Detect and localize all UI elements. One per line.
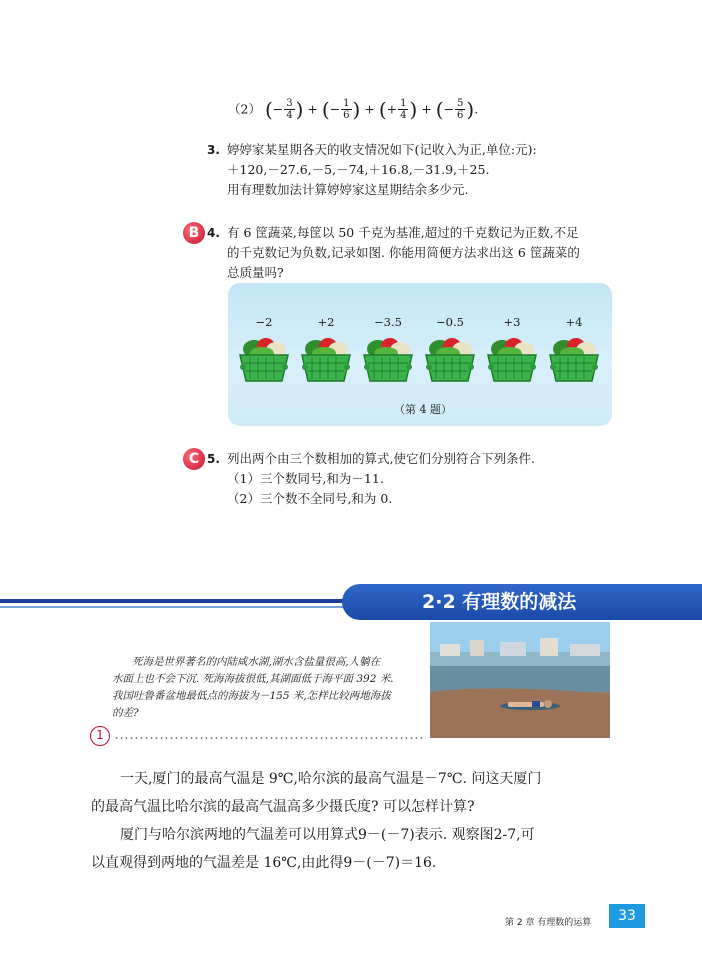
figure-caption: （第 4 题）	[394, 403, 452, 416]
paragraph-2-line2: 以直观得到两地的气温差是 16℃,由此得9－(－7)＝16.	[91, 855, 437, 871]
q2-label: （2）	[228, 101, 261, 117]
q4-line1: 有 6 筐蔬菜,每筐以 50 千克为基准,超过的千克数记为正数,不足	[227, 225, 579, 240]
vegetable-basket-icon	[236, 331, 292, 387]
basket-value: +2	[317, 315, 335, 329]
paragraph-2-line1: 厦门与哈尔滨两地的气温差可以用算式9－(－7)表示. 观察图2-7,可	[120, 827, 535, 843]
q5-line1: 列出两个由三个数相加的算式,使它们分别符合下列条件.	[227, 451, 535, 466]
paragraph-1-line2: 的最高气温比哈尔滨的最高气温高多少摄氏度? 可以怎样计算?	[91, 799, 475, 815]
intro-line3: 我国吐鲁番盆地最低点的海拔为－155 米,怎样比较两地海拔	[112, 690, 391, 702]
fraction: $\frac{1}{4}$	[400, 98, 407, 121]
basket-value: −3.5	[374, 315, 402, 329]
q3-line3: 用有理数加法计算婷婷家这星期结余多少元.	[227, 182, 469, 197]
level-c-badge: C	[183, 448, 205, 470]
vegetable-basket-icon	[484, 331, 540, 387]
q3-line1: 婷婷家某星期各天的收支情况如下(记收入为正,单位:元):	[227, 142, 537, 157]
fraction: $\frac{5}{6}$	[457, 98, 464, 121]
vegetable-basket-icon	[360, 331, 416, 387]
vegetable-basket-icon	[546, 331, 602, 387]
intro-line4: 的差?	[112, 707, 139, 719]
section-marker-1: 1	[90, 726, 110, 746]
q5-line2: （1）三个数同号,和为－11.	[227, 471, 384, 486]
level-b-badge: B	[183, 222, 205, 244]
section-rule	[0, 606, 360, 608]
fraction: $\frac{3}{4}$	[286, 98, 293, 121]
chapter-label: 第 2 章 有理数的运算	[505, 918, 592, 928]
vegetable-basket-icon	[298, 331, 354, 387]
section-title: 2·2 有理数的减法	[342, 584, 702, 620]
q4-line2: 的千克数记为负数,记录如图. 你能用简便方法求出这 6 筐蔬菜的	[227, 245, 580, 260]
dotted-rule	[114, 737, 426, 739]
dead-sea-photo	[430, 622, 610, 738]
q2-expression: （2） (− $\frac{3}{4}$ ) + (− $\frac{1}{6}$ ) + (+ $\frac{1}{4}$ ) + (− $\frac{5}{6}$ ).	[228, 97, 479, 122]
q4-line3: 总质量吗?	[227, 265, 284, 280]
q3-line2: ＋120,－27.6,－5,－74,＋16.8,－31.9,＋25.	[227, 162, 490, 177]
q5-line3: （2）三个数不全同号,和为 0.	[227, 491, 393, 506]
page-number: 33	[609, 904, 645, 928]
basket-value: −0.5	[436, 315, 464, 329]
fraction: $\frac{1}{6}$	[343, 98, 350, 121]
intro-line1: 死海是世界著名的内陆咸水湖,湖水含盐量很高,人躺在	[132, 656, 381, 668]
basket-value: +3	[503, 315, 521, 329]
q5-number: 5.	[207, 452, 220, 466]
section-header	[0, 584, 702, 620]
vegetable-basket-icon	[422, 331, 478, 387]
basket-value: +4	[565, 315, 583, 329]
section-rule	[0, 599, 360, 603]
q4-number: 4.	[207, 226, 220, 240]
intro-line2: 水面上也不会下沉. 死海海拔很低,其湖面低于海平面 392 米.	[112, 673, 394, 685]
vegetable-basket-figure	[228, 283, 612, 426]
paragraph-1-line1: 一天,厦门的最高气温是 9℃,哈尔滨的最高气温是－7℃. 问这天厦门	[120, 771, 542, 787]
basket-value: −2	[255, 315, 273, 329]
q3-number: 3.	[207, 143, 220, 157]
